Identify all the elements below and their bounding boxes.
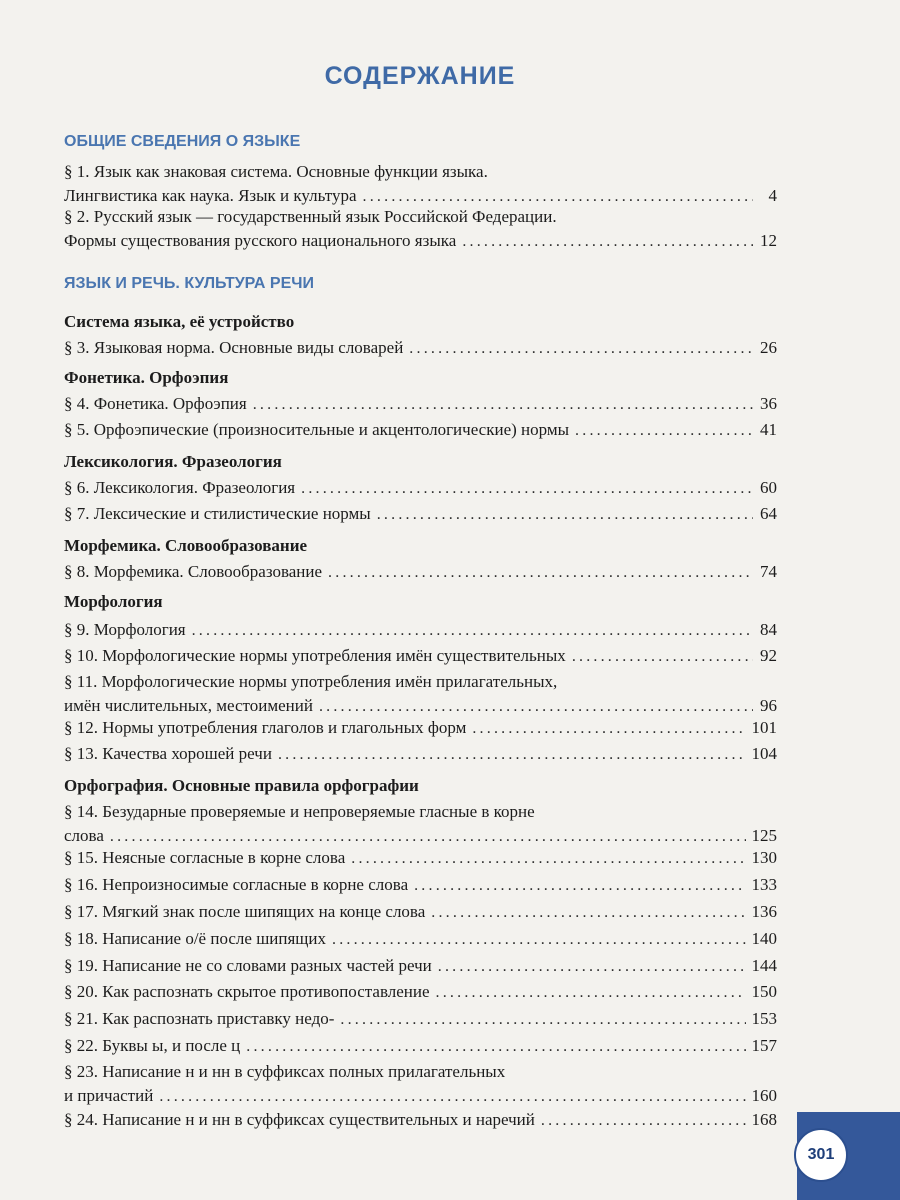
entry-text: § 9. Морфология: [64, 620, 186, 639]
entry-text: § 20. Как распознать скрытое противопоставление: [64, 982, 430, 1001]
toc-entry[interactable]: [64, 1034, 777, 1058]
toc-entry[interactable]: [64, 336, 777, 360]
section-title: Система языка, её устройство: [64, 312, 295, 331]
dot-leader: [472, 717, 745, 741]
toc-entry[interactable]: [64, 205, 777, 253]
page-number: 301: [794, 1128, 848, 1182]
toc-entry[interactable]: [64, 927, 777, 951]
entry-page-number: 26: [760, 338, 777, 357]
entry-page-number: 153: [751, 1009, 777, 1028]
entry-page-number: 96: [760, 696, 777, 715]
dot-leader: [253, 393, 753, 417]
toc-entry[interactable]: [64, 392, 777, 416]
entry-text: § 24. Написание н и нн в суффиксах существительных и наречий: [64, 1110, 535, 1129]
entry-text: § 13. Качества хорошей речи: [64, 744, 272, 763]
entry-text: слова: [64, 826, 104, 845]
toc-entry[interactable]: [64, 418, 777, 442]
entry-page-number: 150: [751, 982, 777, 1001]
section-title: Лексикология. Фразеология: [64, 452, 282, 471]
dot-leader: [431, 901, 745, 925]
entry-page-number: 4: [768, 186, 777, 205]
dot-leader: [438, 955, 746, 979]
toc-entry[interactable]: [64, 618, 777, 642]
entry-text: § 3. Языковая норма. Основные виды словарей: [64, 338, 404, 357]
dot-leader: [572, 645, 753, 669]
toc-entry[interactable]: [64, 1060, 777, 1108]
dot-leader: [409, 337, 753, 361]
entry-page-number: 41: [760, 420, 777, 439]
dot-leader: [301, 477, 753, 501]
entry-text: § 12. Нормы употребления глаголов и глагольных форм: [64, 718, 467, 737]
entry-text: § 4. Фонетика. Орфоэпия: [64, 394, 247, 413]
entry-text: § 10. Морфологические нормы употребления имён существительных: [64, 646, 566, 665]
dot-leader: [246, 1035, 745, 1059]
entry-first-line: § 23. Написание н и нн в суффиксах полных прилагательных: [64, 1062, 506, 1081]
dot-leader: [462, 230, 753, 254]
dot-leader: [159, 1085, 745, 1109]
entry-page-number: 130: [751, 848, 777, 867]
dot-leader: [332, 928, 746, 952]
entry-text: § 17. Мягкий знак после шипящих на конце слова: [64, 902, 426, 921]
toc-entry[interactable]: [64, 644, 777, 668]
entry-page-number: 133: [751, 875, 777, 894]
entry-first-line: § 1. Язык как знаковая система. Основные функции языка.: [64, 162, 488, 181]
toc-entry[interactable]: [64, 800, 777, 848]
dot-leader: [541, 1109, 746, 1133]
toc-entry[interactable]: [64, 560, 777, 584]
entry-text: § 7. Лексические и стилистические нормы: [64, 504, 371, 523]
entry-page-number: 157: [751, 1036, 777, 1055]
entry-page-number: 60: [760, 478, 777, 497]
dot-leader: [340, 1008, 745, 1032]
toc-entry[interactable]: [64, 716, 777, 740]
entry-text: § 16. Непроизносимые согласные в корне слова: [64, 875, 409, 894]
entry-text: § 18. Написание о/ё после шипящих: [64, 929, 326, 948]
entry-text: § 8. Морфемика. Словообразование: [64, 562, 323, 581]
page-title: СОДЕРЖАНИЕ: [324, 62, 516, 90]
toc-entry[interactable]: [64, 873, 777, 897]
dot-leader: [192, 619, 753, 643]
entry-page-number: 125: [751, 826, 777, 845]
dot-leader: [414, 874, 745, 898]
entry-text: § 21. Как распознать приставку недо-: [64, 1009, 335, 1028]
dot-leader: [278, 743, 746, 767]
entry-page-number: 64: [760, 504, 777, 523]
toc-entry[interactable]: [64, 476, 777, 500]
entry-first-line: § 14. Безударные проверяемые и непроверяемые гласные в корне: [64, 802, 535, 821]
toc-entry[interactable]: [64, 980, 777, 1004]
entry-text: § 15. Неясные согласные в корне слова: [64, 848, 346, 867]
part-title: ЯЗЫК И РЕЧЬ. КУЛЬТУРА РЕЧИ: [64, 275, 315, 292]
dot-leader: [575, 419, 753, 443]
entry-page-number: 36: [760, 394, 777, 413]
entry-text: Лингвистика как наука. Язык и культура: [64, 186, 357, 205]
section-title: Фонетика. Орфоэпия: [64, 368, 229, 387]
entry-first-line: § 11. Морфологические нормы употребления имён прилагательных,: [64, 672, 558, 691]
dot-leader: [377, 503, 753, 527]
toc-entry[interactable]: [64, 954, 777, 978]
entry-text: Формы существования русского национального языка: [64, 231, 457, 250]
toc-entry[interactable]: [64, 900, 777, 924]
part-title: ОБЩИЕ СВЕДЕНИЯ О ЯЗЫКЕ: [64, 133, 301, 150]
entry-first-line: § 2. Русский язык — государственный язык Российской Федерации.: [64, 207, 557, 226]
entry-text: § 22. Буквы ы, и после ц: [64, 1036, 241, 1055]
entry-text: имён числительных, местоимений: [64, 696, 313, 715]
toc-entry[interactable]: [64, 1007, 777, 1031]
entry-page-number: 12: [760, 231, 777, 250]
section-title: Орфография. Основные правила орфографии: [64, 776, 419, 795]
entry-page-number: 140: [751, 929, 777, 948]
entry-page-number: 144: [751, 956, 777, 975]
toc-entry[interactable]: [64, 1108, 777, 1132]
entry-page-number: 74: [760, 562, 777, 581]
entry-page-number: 92: [760, 646, 777, 665]
entry-page-number: 84: [760, 620, 777, 639]
entry-page-number: 160: [751, 1086, 777, 1105]
entry-page-number: 104: [751, 744, 777, 763]
entry-text: § 5. Орфоэпические (произносительные и акцентологические) нормы: [64, 420, 570, 439]
section-title: Морфология: [64, 592, 163, 611]
dot-leader: [351, 847, 745, 871]
entry-page-number: 168: [751, 1110, 777, 1129]
section-title: Морфемика. Словообразование: [64, 536, 308, 555]
toc-entry[interactable]: [64, 502, 777, 526]
toc-entry[interactable]: [64, 670, 777, 718]
dot-leader: [436, 981, 746, 1005]
toc-entry[interactable]: [64, 742, 777, 766]
toc-entry[interactable]: [64, 846, 777, 870]
entry-page-number: 136: [751, 902, 777, 921]
entry-page-number: 101: [751, 718, 777, 737]
entry-text: § 6. Лексикология. Фразеология: [64, 478, 296, 497]
entry-text: § 19. Написание не со словами разных частей речи: [64, 956, 432, 975]
toc-entry[interactable]: [64, 160, 777, 208]
entry-text: и причастий: [64, 1086, 154, 1105]
dot-leader: [328, 561, 753, 585]
